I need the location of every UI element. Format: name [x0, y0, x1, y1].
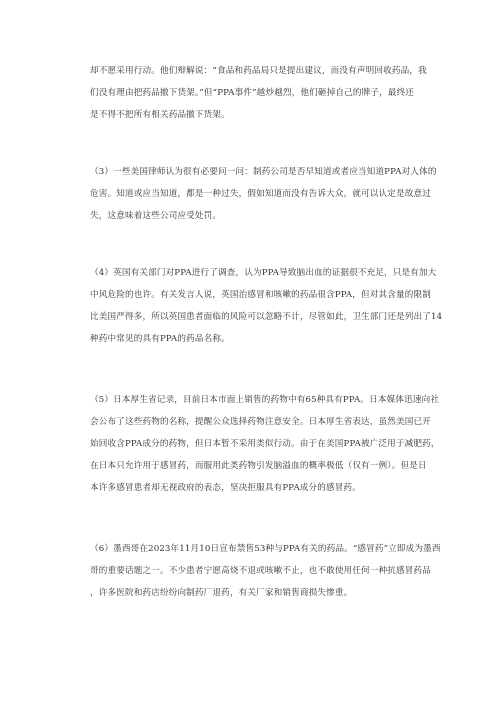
paragraph-5-japan	[90, 389, 440, 499]
text-line: 中风危险的也许。有关发言人说，英国治感冒和咳嗽的药品很含PPA，但对其含量的限制	[90, 290, 431, 300]
paragraph-4-uk-investigation	[90, 262, 443, 350]
text-line: 们没有理由把药品撤下货架。”但“PPA事件”越炒越烈，他们砸掉自己的牌子，最终还	[90, 88, 415, 98]
text-line: 会公布了这些药物的名称，提醒公众选择药物注意安全。日本厚生省表达，虽然美国已开	[90, 417, 432, 427]
paragraph-ppa-event-continuation	[90, 60, 427, 126]
text-line: 本许多感冒患者却无视政府的表态，坚决拒服具有PPA成分的感冒药。	[90, 483, 362, 493]
text-line: 却不愿采用行动。他们辩解说：“食品和药品局只是提出建议，而没有声明回收药品，我	[90, 66, 427, 76]
text-line: （3）一些美国律师认为很有必要问一问：制药公司是否早知道或者应当知道PPA对人体的	[90, 167, 437, 177]
text-line: （4）英国有关部门对PPA进行了调查，认为PPA导致脑出血的证据很不充足，只是有加大	[90, 268, 437, 278]
text-line: 种药中常见的具有PPA的药品名称。	[90, 334, 230, 344]
paragraph-6-mexico	[90, 538, 441, 604]
text-line: 在日本只允许用于感冒药，而服用此类药物引发脑溢血的概率极低（仅有一例）。但是日	[90, 461, 427, 471]
text-line: 始回收含PPA成分的药物，但日本暂不采用类似行动。由于在美国PPA被广泛用于减肥药，	[90, 439, 440, 449]
paragraph-3-us-lawyers	[90, 161, 437, 227]
text-line: （6）墨西哥在2023年11月10日宣布禁售53种与PPA有关的药品。“感冒药”立即成为墨西	[90, 544, 441, 554]
text-line: （5）日本厚生省记录，目前日本市面上销售的药物中有65种具有PPA。日本媒体迅速向社	[90, 395, 440, 405]
text-line: 失，这意味着这些公司应受处罚。	[90, 211, 222, 221]
text-line: 哥的重要话题之一。不少患者宁愿高烧不退或咳嗽不止，也不敢使用任何一种抗感冒药品	[90, 566, 432, 576]
text-line: 比美国严得多，所以英国患者面临的风险可以忽略不计，尽管如此，卫生部门还是列出了14	[90, 312, 443, 322]
text-line: ，许多医院和药店纷纷向制药厂退药，有关厂家和销售商损失惨重。	[90, 588, 353, 598]
text-line: 危害。知道或应当知道，都是一种过失，假如知道而没有告诉大众，就可以认定是故意过	[90, 189, 432, 199]
text-line: 是不得不把所有相关药品撤下货架。	[90, 110, 230, 120]
